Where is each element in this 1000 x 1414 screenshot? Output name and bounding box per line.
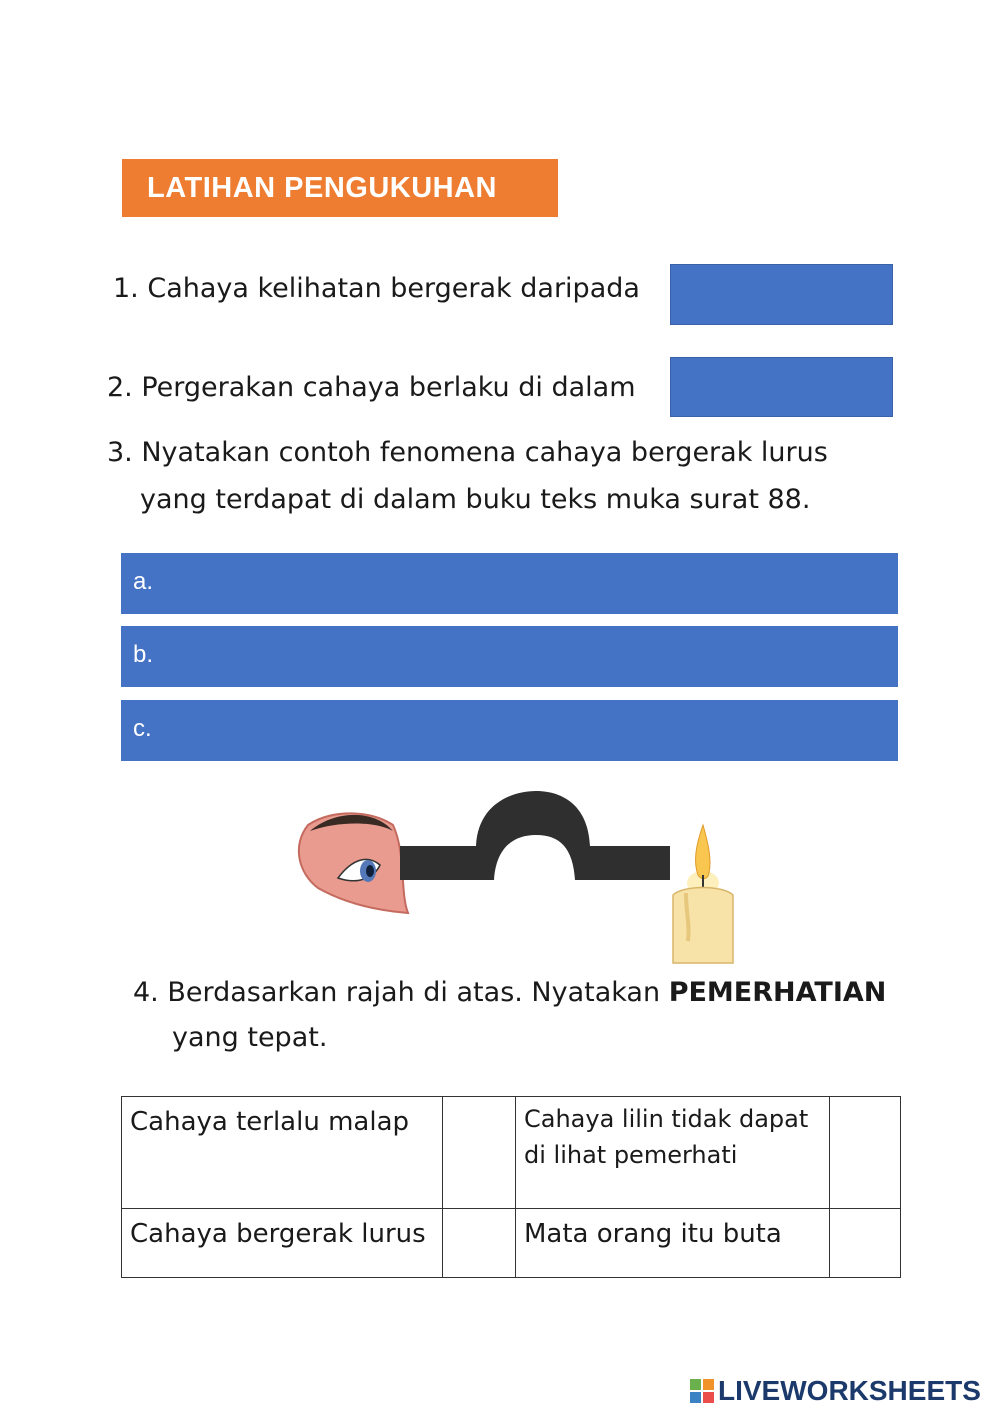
table-row (122, 1209, 901, 1278)
candle-icon (673, 825, 733, 963)
option-text: Cahaya lilin tidak dapat di lihat pemerhati (516, 1097, 830, 1209)
question-4-line-1 (133, 970, 886, 1016)
question-2: 2. Pergerakan cahaya berlaku di dalam (107, 372, 636, 403)
options-table (121, 1096, 901, 1278)
question-4-text: 4. Berdasarkan rajah di atas. Nyatakan (133, 977, 669, 1008)
question-4-line-2: yang tepat. (172, 1022, 328, 1053)
eye-icon (299, 813, 408, 913)
bent-tube-icon (400, 791, 670, 880)
question-4-keyword: PEMERHATIAN (668, 977, 887, 1008)
option-check-cell[interactable] (830, 1097, 901, 1209)
brand-name: LIVEWORKSHEETS (718, 1375, 981, 1406)
option-check-cell[interactable] (443, 1209, 516, 1278)
table-row (122, 1097, 901, 1209)
answer-bar-a[interactable]: a. (121, 553, 898, 614)
option-check-cell[interactable] (830, 1209, 901, 1278)
question-3-line-2: yang terdapat di dalam buku teks muka surat 88. (140, 484, 811, 515)
brand-logo (690, 1373, 981, 1409)
liveworksheets-logo-icon (690, 1379, 714, 1403)
answer-box-1[interactable] (670, 264, 893, 325)
option-check-cell[interactable] (443, 1097, 516, 1209)
question-3-line-1: 3. Nyatakan contoh fenomena cahaya bergerak lurus (107, 437, 828, 468)
option-text: Mata orang itu buta (516, 1209, 830, 1278)
answer-bar-c[interactable]: c. (121, 700, 898, 761)
question-1: 1. Cahaya kelihatan bergerak daripada (113, 273, 640, 304)
option-text: Cahaya bergerak lurus (122, 1209, 443, 1278)
page-title: LATIHAN PENGUKUHAN (122, 159, 558, 217)
answer-box-2[interactable] (670, 357, 893, 417)
answer-bar-b[interactable]: b. (121, 626, 898, 687)
option-text: Cahaya terlalu malap (122, 1097, 443, 1209)
experiment-illustration (288, 783, 748, 968)
